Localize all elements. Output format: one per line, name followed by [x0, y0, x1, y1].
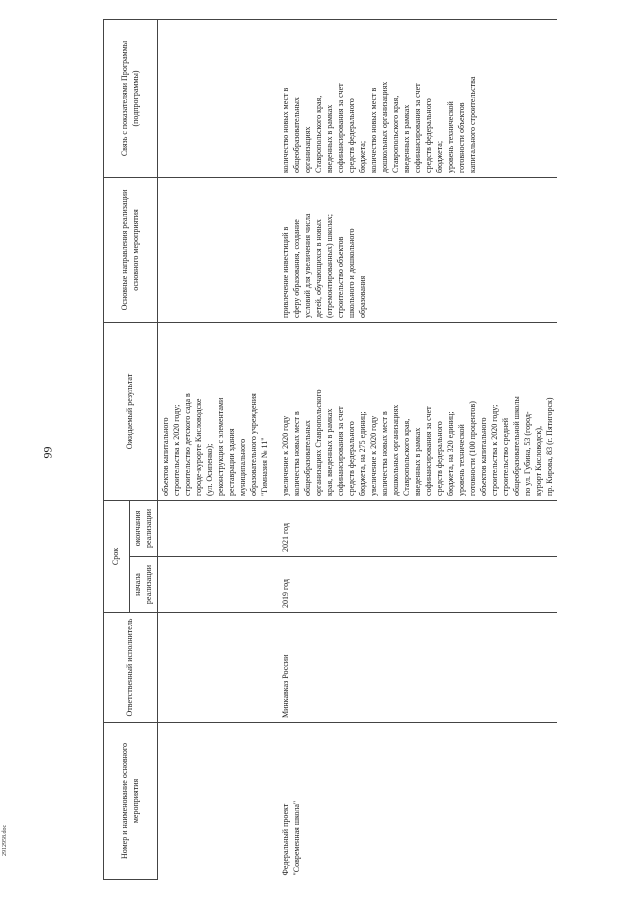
cell-empty: [158, 500, 278, 556]
table-row: [158, 19, 278, 879]
cell-end: 2021 год: [278, 500, 557, 556]
cell-result: увеличение к 2020 году количества новых мест в общеобразовательных организациях Ставропольского края, введенных в рамках софинансирования за счет средств федерального бюджета, на 275 единиц; увеличение к 2020 году количества новых мест в дошкольных организациях Ставропольского края, введенных в рамках софинансирования за счет средств федерального бюджета, на 320 единиц; уровень технической готовности (100 процентов) объектов капитального строительства к 2020 году; строительство средней общеобразовательной школы по ул. Губина, 53 (город- курорт Кисловодск), пр. Кирова, 83 (г. Пятигорск): [278, 322, 557, 500]
cell-executor: Минкавказ России: [278, 613, 557, 723]
measures-table: [103, 19, 557, 880]
header-end: окончания реализации: [130, 500, 158, 556]
header-directions: Основные направления реализации основного мероприятия: [104, 177, 158, 322]
header-result: Ожидаемый результат: [104, 322, 158, 500]
page-number: 99: [40, 446, 55, 459]
rotated-page-content: [103, 20, 553, 880]
footer-file-code: 2912958.doc: [2, 824, 8, 856]
header-link: Связь с показателями Программы (подпрограммы): [104, 19, 158, 177]
cell-start: 2019 год: [278, 557, 557, 613]
header-number-name: Номер и наименование основного мероприятия: [104, 723, 158, 880]
cell-empty: [158, 177, 278, 322]
cell-empty: [158, 613, 278, 723]
cell-empty: [158, 557, 278, 613]
cell-empty: [158, 723, 278, 880]
header-executor: Ответственный исполнитель: [104, 613, 158, 723]
cell-link: количество новых мест в общеобразовательных организациях Ставропольского края, введенных в рамках софинансирования за счет средств федерального бюджета; количество новых мест в дошкольных организациях Ставропольского края, введенных в рамках софинансирования за счет средств федерального бюджета; уровень технической готовности объектов капитального строительства: [278, 19, 557, 177]
header-start: начала реализации: [130, 557, 158, 613]
cell-project-name: Федеральный проект "Современная школа": [278, 723, 557, 880]
header-term: Срок: [104, 500, 130, 612]
table-row: [278, 19, 557, 879]
cell-result: объектов капитального строительства к 2020 году; строительство детского сада в городе-курорте Кисловодске (ул. Осипенко); реконструкция с элементами реставрации здания муниципального образовательного учреждения "Гимназия № 11": [158, 322, 278, 500]
cell-empty: [158, 19, 278, 177]
cell-directions: привлечение инвестиций в сферу образования, создание условий для увеличения числа детей, обучающихся в новых (отремонтированных) школах; строительство объектов школьного и дошкольного образования: [278, 177, 557, 322]
